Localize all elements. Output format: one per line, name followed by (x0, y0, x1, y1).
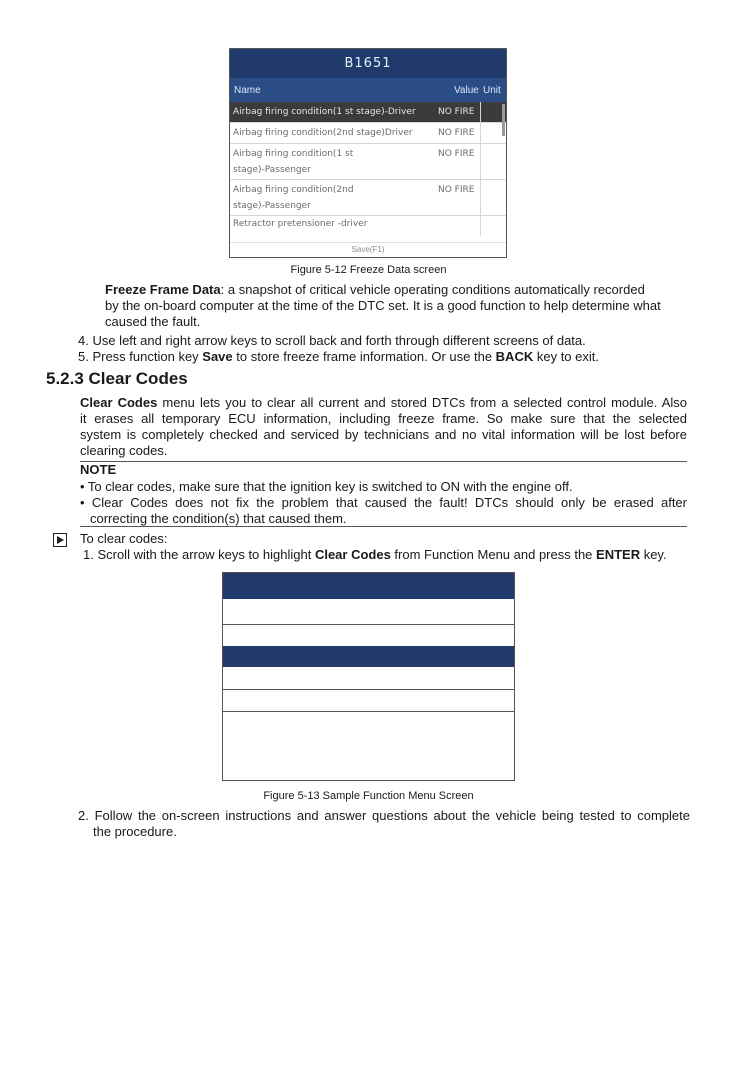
note-divider-bottom (80, 526, 687, 527)
note-label: NOTE (80, 462, 117, 477)
table-row[interactable]: Retractor pretensioner -driver (230, 216, 506, 236)
table-row[interactable]: Airbag firing condition(2nd stage)Driver NO FIRE (230, 123, 506, 144)
note-bullet-1: • To clear codes, make sure that the ignition key is switched to ON with the engine off. (80, 479, 573, 494)
col-unit: Unit (483, 85, 501, 96)
menu-item-highlighted[interactable] (223, 646, 514, 667)
figure-caption-5-13: Figure 5-13 Sample Function Menu Screen (263, 790, 474, 802)
screen-title: B1651 (230, 49, 506, 78)
section-heading: 5.2.3 Clear Codes (46, 369, 188, 388)
step-2: 2. Follow the on-screen instructions and answer questions about the vehicle being tested to complete (78, 808, 690, 823)
step-2-cont: the procedure. (93, 824, 177, 839)
function-menu-screen (222, 572, 515, 781)
table-row[interactable]: Airbag firing condition(1 st stage)-Passenger NO FIRE (230, 144, 506, 180)
freeze-data-screen (229, 48, 507, 258)
note-divider-top (80, 461, 687, 462)
save-button[interactable]: Save(F1) (230, 242, 506, 257)
procedure-intro: To clear codes: (80, 531, 168, 546)
menu-header-bar (223, 573, 514, 599)
table-row[interactable]: Airbag firing condition(2nd stage)-Passenger NO FIRE (230, 180, 506, 216)
note-bullet-2: • Clear Codes does not fix the problem that caused the fault! DTCs should only be erased after (80, 495, 687, 510)
freeze-frame-definition: Freeze Frame Data: a snapshot of critical vehicle operating conditions automatically recorded by the on-board computer at the time of the DTC set. It is a good function to help determine what caused the fault. (105, 282, 661, 329)
procedure-step-1: 1. Scroll with the arrow keys to highlight Clear Codes from Function Menu and press the ENTER key. (83, 547, 667, 562)
note-bullet-2-cont: correcting the condition(s) that caused them. (90, 511, 347, 526)
step-4: 4. Use left and right arrow keys to scroll back and forth through different screens of data. (78, 333, 586, 348)
col-name: Name (234, 85, 261, 96)
figure-caption-5-12: Figure 5-12 Freeze Data screen (290, 264, 447, 276)
clear-codes-description: Clear Codes menu lets you to clear all current and stored DTCs from a selected control module. Also it erases all temporary ECU information, including freeze frame. So make sure that the selected system is completely checked and serviced by technicians and no vital information will be lost before clearing codes. (80, 395, 687, 458)
col-value: Value (454, 85, 479, 96)
scrollbar[interactable] (502, 104, 505, 136)
table-header (230, 78, 506, 102)
table-row[interactable]: Airbag firing condition(1 st stage)-Driver NO FIRE (230, 102, 506, 123)
step-5: 5. Press function key Save to store freeze frame information. Or use the BACK key to exit. (78, 349, 599, 364)
play-icon (53, 533, 67, 547)
